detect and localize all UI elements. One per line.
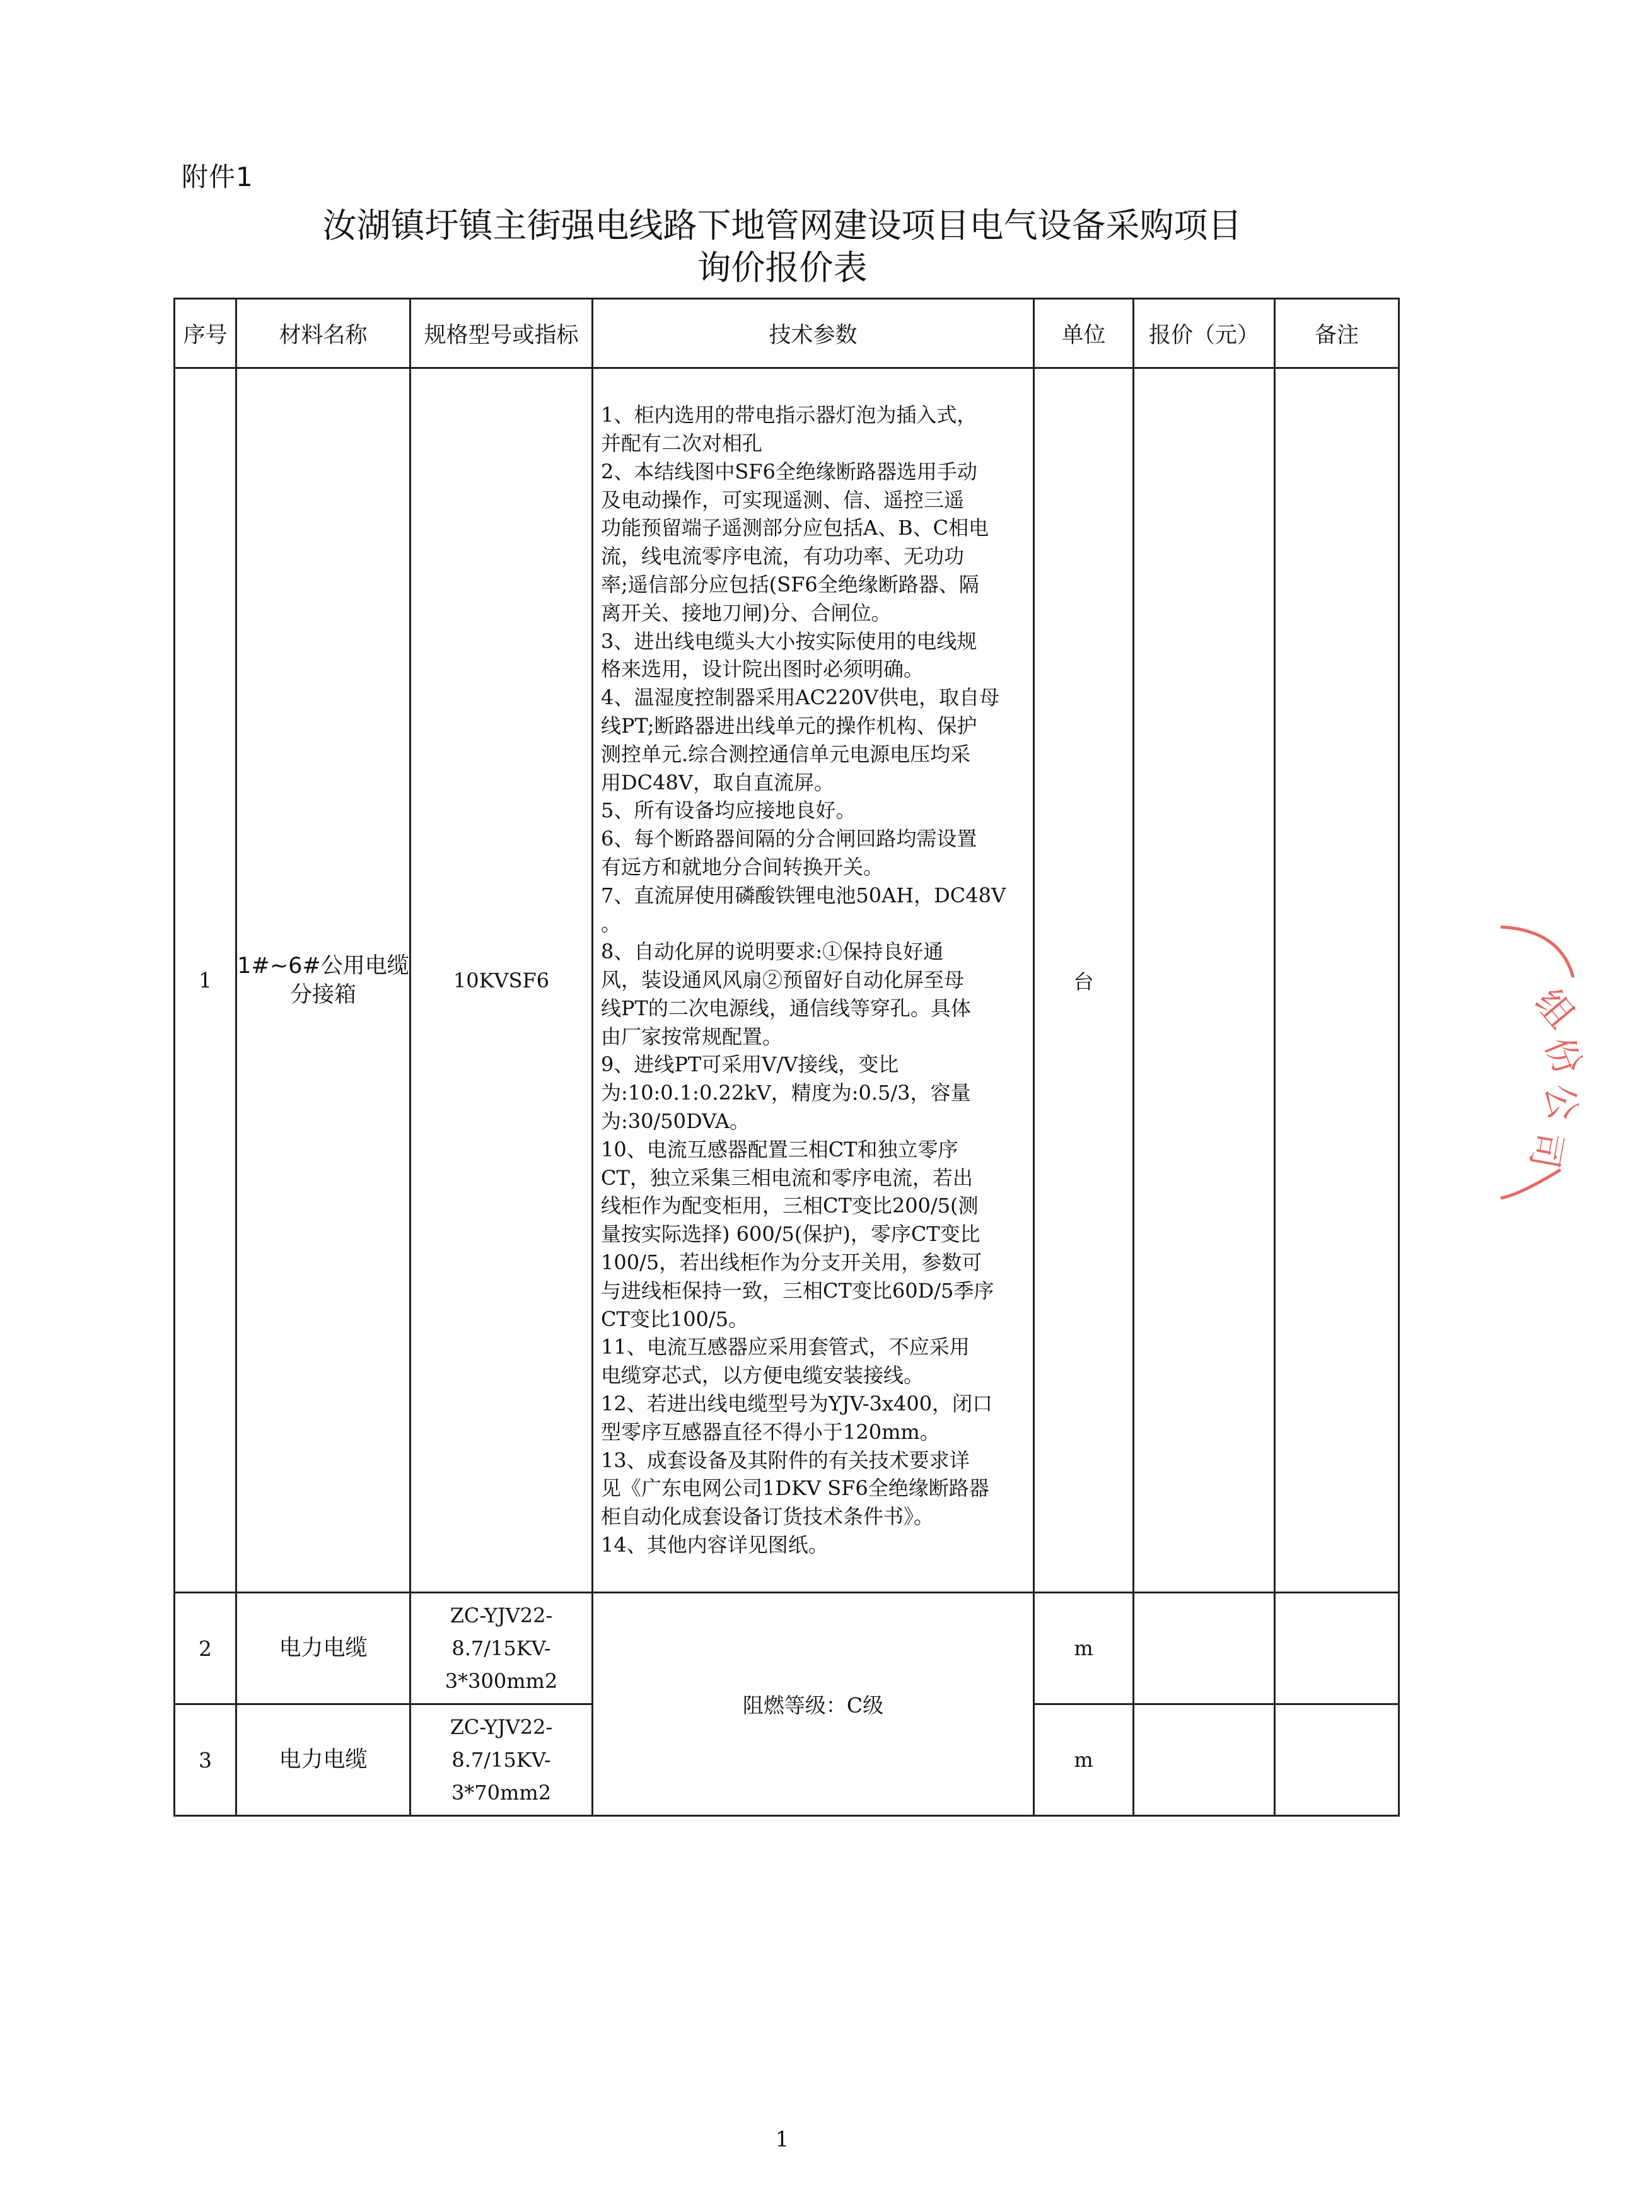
tech-line: 1、柜内选用的带电指示器灯泡为插入式， (601, 403, 977, 428)
row-seq: 2 (175, 1593, 236, 1704)
row-remark-cell[interactable] (1275, 368, 1399, 1593)
svg-text:司: 司 (1522, 1128, 1571, 1172)
tech-line: 8、自动化屏的说明要求:①保持良好通 (601, 940, 944, 964)
row-price-cell[interactable] (1134, 1704, 1275, 1816)
svg-text:公: 公 (1537, 1081, 1585, 1124)
row-material: 电力电缆 (236, 1593, 410, 1704)
tech-line: 6、每个断路器间隔的分合闸回路均需设置 (601, 827, 977, 851)
tech-line: 率;遥信部分应包括(SF6全绝缘断路器、隔 (601, 572, 979, 597)
row-unit: 台 (1034, 368, 1134, 1593)
row-spec (410, 1704, 593, 1816)
table-row (175, 1593, 1399, 1704)
tech-line: 由厂家按常规配置。 (601, 1024, 783, 1049)
tech-line: 线柜作为配变柜用，三相CT变比200/5(测 (601, 1194, 979, 1218)
tech-line: 量按实际选择) 600/5(保护)，零序CT变比 (601, 1222, 980, 1247)
tech-line: 11、电流互感器应采用套管式，不应采用 (601, 1335, 970, 1359)
tech-line: 流，线电流零序电流，有功功率、无功功 (601, 544, 965, 569)
row-unit: m (1034, 1704, 1134, 1816)
tech-line: 离开关、接地刀闸)分、合闸位。 (601, 600, 892, 625)
tech-line: 功能预留端子遥测部分应包括A、B、C相电 (601, 516, 989, 540)
tech-line: CT变比100/5。 (601, 1307, 749, 1331)
header-remark: 备注 (1275, 299, 1399, 368)
tech-line: 14、其他内容详见图纸。 (601, 1533, 829, 1557)
material-line: 分接箱 (289, 982, 356, 1008)
material-line: 1#~6#公用电缆 (237, 953, 409, 979)
row-spec: 10KVSF6 (410, 368, 593, 1593)
tech-line: 10、电流互感器配置三相CT和独立零序 (601, 1137, 958, 1161)
row-tech-params (593, 368, 1034, 1593)
tech-line: 线PT的二次电源线，通信线等穿孔。具体 (601, 996, 971, 1020)
tech-line: 4、温湿度控制器采用AC220V供电，取自母 (601, 685, 1000, 710)
tech-line: 测控单元.综合测控通信单元电源电压均采 (601, 742, 971, 766)
spec-line: 8.7/15KV- (451, 1636, 551, 1660)
header-seq: 序号 (175, 299, 236, 368)
header-material: 材料名称 (236, 299, 410, 368)
tech-line: 型零序互感器直径不得小于120mm。 (601, 1419, 940, 1444)
spec-line: ZC-YJV22- (450, 1715, 553, 1739)
table-header-row (175, 299, 1399, 368)
tech-line: 2、本结线图中SF6全绝缘断路器选用手动 (601, 459, 977, 484)
tech-line: 格来选用，设计院出图时必须明确。 (601, 657, 924, 682)
tech-line: 。 (601, 911, 622, 936)
document-title: 汝湖镇圩镇主街强电线路下地管网建设项目电气设备采购项目 (322, 206, 1242, 245)
row-material (236, 368, 410, 1593)
row-seq: 1 (175, 368, 236, 1593)
spec-line: ZC-YJV22- (450, 1604, 553, 1627)
row-seq: 3 (175, 1704, 236, 1816)
tech-line: 12、若进出线电缆型号为YJV-3x400，闭口 (601, 1392, 993, 1416)
tech-line: 100/5，若出线柜作为分支开关用，参数可 (601, 1250, 982, 1275)
tech-line: 为:10:0.1:0.22kV，精度为:0.5/3，容量 (601, 1081, 971, 1105)
tech-line: 并配有二次对相孔 (601, 431, 763, 455)
header-unit: 单位 (1034, 299, 1134, 368)
tech-line: 13、成套设备及其附件的有关技术要求详 (601, 1448, 970, 1472)
spec-line: 3*70mm2 (451, 1781, 552, 1805)
tech-line: 5、所有设备均应接地良好。 (601, 798, 856, 823)
tech-line: 9、进线PT可采用V/V接线，变比 (601, 1052, 899, 1077)
page-number: 1 (775, 2127, 789, 2152)
spec-line: 3*300mm2 (445, 1669, 558, 1693)
tech-line: 线PT;断路器进出线单元的操作机构、保护 (601, 713, 977, 738)
tech-line: 为:30/50DVA。 (601, 1109, 750, 1134)
header-price: 报价（元） (1134, 299, 1275, 368)
document-subtitle: 询价报价表 (697, 248, 868, 288)
tech-line: CT，独立采集三相电流和零序电流，若出 (601, 1165, 973, 1190)
row-remark-cell[interactable] (1275, 1704, 1399, 1816)
row-unit: m (1034, 1593, 1134, 1704)
attachment-label: 附件1 (182, 161, 253, 192)
tech-line: 与进线柜保持一致，三相CT变比60D/5季序 (601, 1278, 994, 1303)
header-spec: 规格型号或指标 (410, 299, 593, 368)
tech-line: 柜自动化成套设备订货技术条件书》。 (601, 1505, 934, 1529)
quotation-table (173, 298, 1400, 1817)
tech-line: 电缆穿芯式，以方便电缆安装接线。 (601, 1363, 924, 1388)
company-seal-stamp (1501, 908, 1652, 1211)
svg-text:组: 组 (1527, 981, 1583, 1037)
row-material: 电力电缆 (236, 1704, 410, 1816)
header-tech: 技术参数 (593, 299, 1034, 368)
tech-line: 及电动操作，可实现遥测、信、遥控三遥 (601, 487, 965, 512)
shared-tech-params: 阻燃等级：C级 (593, 1593, 1034, 1816)
tech-line: 有远方和就地分合间转换开关。 (601, 854, 884, 879)
spec-line: 8.7/15KV- (451, 1748, 551, 1772)
table-row (175, 368, 1399, 1593)
row-price-cell[interactable] (1134, 368, 1275, 1593)
svg-text:份: 份 (1537, 1030, 1590, 1081)
tech-line: 3、进出线电缆头大小按实际使用的电线规 (601, 629, 977, 653)
tech-line: 见《广东电网公司1DKV SF6全绝缘断路器 (601, 1476, 989, 1501)
row-remark-cell[interactable] (1275, 1593, 1399, 1704)
row-spec (410, 1593, 593, 1704)
tech-line: 风，装设通风风扇②预留好自动化屏至母 (601, 968, 965, 992)
tech-line: 用DC48V，取自直流屏。 (601, 770, 834, 795)
tech-line: 7、直流屏使用磷酸铁锂电池50AH，DC48V (601, 883, 1006, 907)
row-price-cell[interactable] (1134, 1593, 1275, 1704)
